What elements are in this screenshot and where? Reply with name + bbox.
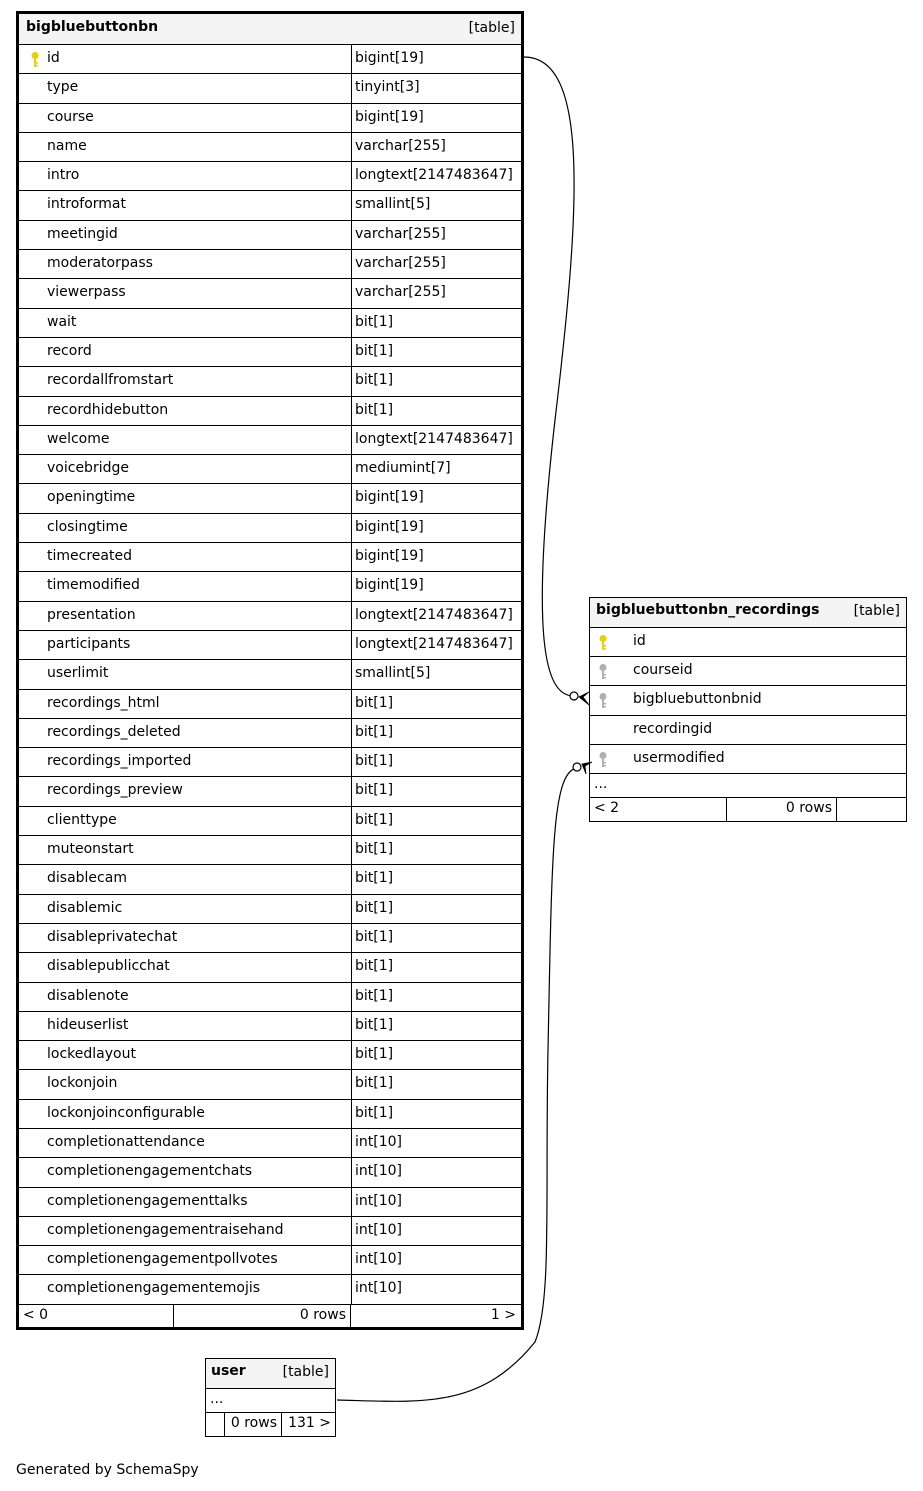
column-type: bigint[19] — [355, 50, 424, 66]
column-type: bit[1] — [355, 723, 394, 740]
column-type: bit[1] — [355, 401, 394, 418]
column-type: int[10] — [355, 1221, 402, 1238]
column-name: disablecam — [47, 870, 127, 887]
column-name: meetingid — [47, 225, 118, 242]
column-type: smallint[5] — [355, 665, 431, 682]
column-name: completionengagementemojis — [47, 1280, 261, 1297]
column-name: name — [47, 137, 87, 154]
column-name: id — [633, 633, 646, 649]
column-type: bigint[19] — [355, 577, 424, 594]
edge-crowfoot-arrow — [579, 692, 589, 705]
column-type: bigint[19] — [355, 548, 424, 565]
edge-zero-marker — [570, 692, 578, 700]
column-type: int[10] — [355, 1251, 402, 1268]
children-link[interactable]: 1 > — [490, 1306, 516, 1323]
column-name: timemodified — [47, 577, 140, 594]
more-columns: ... — [590, 774, 906, 798]
column-name: recordings_preview — [47, 782, 183, 799]
table-type-label: [table] — [282, 1364, 329, 1380]
column-type: bit[1] — [355, 1104, 394, 1121]
column-name: id — [47, 50, 60, 66]
column-type: longtext[2147483647] — [355, 635, 513, 652]
column-type: bit[1] — [355, 342, 394, 359]
column-name: completionengagementpollvotes — [47, 1251, 278, 1268]
column-name: recordings_html — [47, 694, 160, 711]
edge-user-to-recordings — [337, 768, 576, 1401]
column-type: longtext[2147483647] — [355, 167, 513, 184]
column-type: int[10] — [355, 1133, 402, 1150]
column-type: bit[1] — [355, 1016, 394, 1033]
column-type: bit[1] — [355, 1046, 394, 1063]
table-type-label: [table] — [468, 20, 515, 36]
column-name: completionattendance — [47, 1133, 205, 1150]
column-name: recordallfromstart — [47, 372, 174, 389]
column-name: intro — [47, 167, 80, 184]
row-count: 0 rows — [230, 1415, 277, 1431]
column-name: bigbluebuttonbnid — [633, 691, 762, 708]
column-type: bit[1] — [355, 372, 394, 389]
generated-by-footer: Generated by SchemaSpy — [16, 1462, 199, 1478]
column-name: recordhidebutton — [47, 401, 169, 418]
table-name: bigbluebuttonbn_recordings — [596, 602, 820, 618]
column-type: bigint[19] — [355, 489, 424, 506]
table-name: bigbluebuttonbn — [26, 19, 159, 35]
more-columns: ... — [206, 1389, 335, 1413]
column-type: bigint[19] — [355, 518, 424, 535]
children-link[interactable]: 131 > — [288, 1415, 331, 1431]
edge-zero-marker — [573, 763, 581, 771]
edge-crowfoot-arrow — [582, 762, 592, 774]
column-name: muteonstart — [47, 841, 134, 858]
column-type: bit[1] — [355, 313, 394, 330]
row-count: 0 rows — [299, 1306, 346, 1323]
column-name: recordings_deleted — [47, 723, 181, 740]
parents-link[interactable]: < 2 — [594, 799, 620, 816]
column-type: tinyint[3] — [355, 79, 420, 96]
column-type: bit[1] — [355, 753, 394, 770]
column-type: bit[1] — [355, 811, 394, 828]
column-type: varchar[255] — [355, 225, 446, 242]
column-type: int[10] — [355, 1280, 402, 1297]
column-name: openingtime — [47, 489, 136, 506]
column-type: smallint[5] — [355, 196, 431, 213]
column-name: completionengagementraisehand — [47, 1221, 284, 1238]
table-name: user — [211, 1363, 246, 1379]
column-name: recordingid — [633, 720, 713, 737]
column-type: varchar[255] — [355, 255, 446, 272]
column-type: longtext[2147483647] — [355, 430, 513, 447]
column-type: bit[1] — [355, 1075, 394, 1092]
column-name: course — [47, 108, 94, 125]
column-name: viewerpass — [47, 284, 126, 301]
edge-bigbluebuttonbn-to-recordings — [524, 57, 574, 696]
column-type: bit[1] — [355, 987, 394, 1004]
table-type-label: [table] — [853, 603, 900, 619]
column-type: bit[1] — [355, 870, 394, 887]
column-name: disablenote — [47, 987, 129, 1004]
column-name: welcome — [47, 430, 110, 447]
column-name: lockonjoin — [47, 1075, 118, 1092]
column-type: bit[1] — [355, 782, 394, 799]
column-name: recordings_imported — [47, 753, 192, 770]
column-name: disablepublicchat — [47, 958, 170, 975]
column-type: int[10] — [355, 1163, 402, 1180]
column-name: timecreated — [47, 548, 132, 565]
column-type: longtext[2147483647] — [355, 606, 513, 623]
column-type: mediumint[7] — [355, 460, 451, 477]
column-name: userlimit — [47, 665, 109, 682]
column-type: varchar[255] — [355, 284, 446, 301]
column-name: introformat — [47, 196, 126, 213]
column-name: presentation — [47, 606, 136, 623]
column-name: disableprivatechat — [47, 928, 178, 945]
row-count: 0 rows — [785, 799, 832, 816]
column-name: completionengagementtalks — [47, 1192, 248, 1209]
column-type: bit[1] — [355, 958, 394, 975]
column-name: courseid — [633, 662, 693, 679]
parents-link[interactable]: < 0 — [23, 1306, 49, 1323]
column-name: usermodified — [633, 749, 725, 766]
column-type: varchar[255] — [355, 137, 446, 154]
column-name: hideuserlist — [47, 1016, 129, 1033]
column-name: voicebridge — [47, 460, 129, 477]
column-name: lockedlayout — [47, 1046, 136, 1063]
column-type: bit[1] — [355, 899, 394, 916]
column-name: closingtime — [47, 518, 128, 535]
column-name: participants — [47, 635, 131, 652]
column-type: bit[1] — [355, 694, 394, 711]
column-type: bit[1] — [355, 928, 394, 945]
column-name: type — [47, 79, 79, 96]
column-name: wait — [47, 313, 77, 330]
column-name: clienttype — [47, 811, 117, 828]
column-name: lockonjoinconfigurable — [47, 1104, 205, 1121]
column-name: record — [47, 342, 92, 359]
column-name: moderatorpass — [47, 255, 153, 272]
column-type: bit[1] — [355, 841, 394, 858]
column-name: completionengagementchats — [47, 1163, 253, 1180]
column-name: disablemic — [47, 899, 123, 916]
column-type: bigint[19] — [355, 108, 424, 125]
column-type: int[10] — [355, 1192, 402, 1209]
